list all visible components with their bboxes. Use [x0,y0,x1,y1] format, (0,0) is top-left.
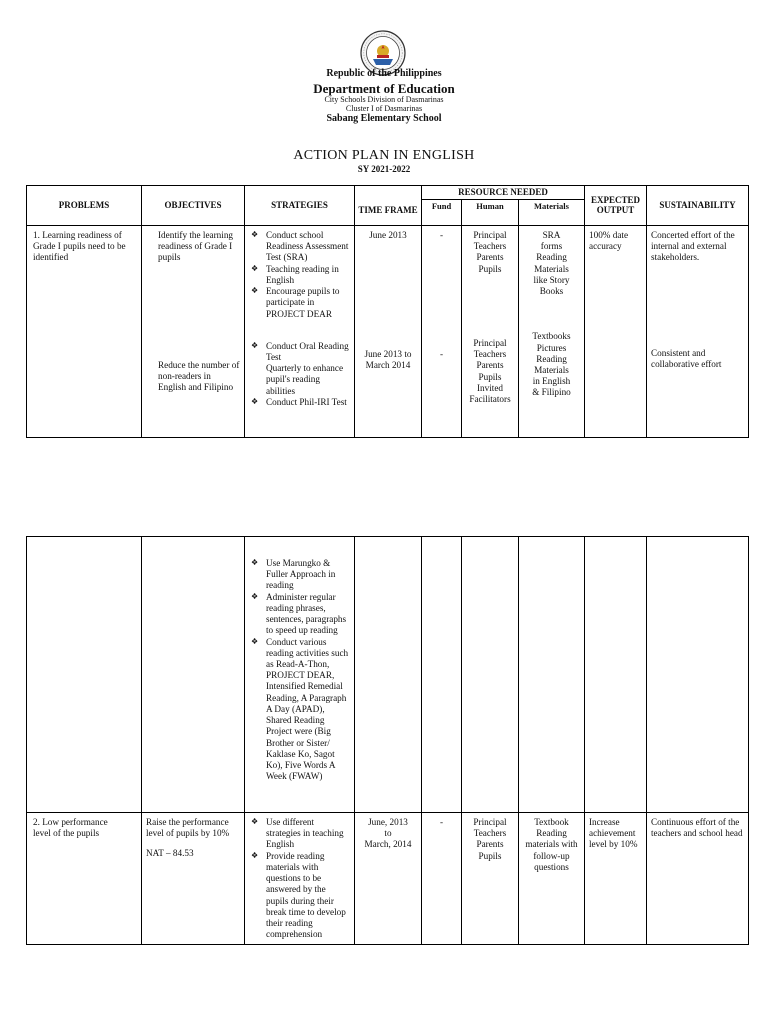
time-frame-cell: June 2013 June 2013 to March 2014 [355,225,422,437]
objective-cell: Identify the learning readiness of Grade I pupils Reduce the number of non-readers in English and Filipino [142,225,245,437]
col-header-problems: PROBLEMS [27,186,142,226]
page-title: ACTION PLAN IN ENGLISH [293,148,475,163]
sustainability-cell: Continuous effort of the teachers and school head [647,813,749,945]
strategies-cell [245,225,355,437]
col-header-materials: Materials [519,199,585,225]
list-item: ❖ Use Marungko & Fuller Approach in reading [249,558,350,592]
expected-output-cell: Increase achievement level by 10% [585,813,647,945]
school-year: SY 2021-2022 [357,164,411,174]
action-plan-table-page-2 [26,536,749,945]
division-label: City Schools Division of Dasmarinas [324,95,444,104]
expected-output-cell: 100% date accuracy [585,225,647,437]
nat-score: NAT – 84.53 [146,848,194,859]
sustainability-cell: Consistent and collaborative effort [651,347,722,369]
human-cell: Principal Teachers Parents Pupils [462,813,519,945]
fund-cell: - [422,813,462,945]
list-item: ❖ Conduct school Readiness Assessment Test (SRA) [249,230,350,264]
objective-cell: Reduce the number of non-readers in English and Filipino [158,359,240,393]
list-item: ❖ Administer regular reading phrases, sentences, paragraphs to speed up reading [249,592,350,637]
strategies-cell [245,537,355,813]
action-plan-table-page-1 [26,185,749,438]
col-header-time-frame: TIME FRAME [355,186,422,226]
col-header-resource-needed: RESOURCE NEEDED [422,186,585,200]
problem-cell: 2. Low performance level of the pupils [27,813,142,945]
strategies-cell [245,813,355,945]
list-item: ❖ Conduct various reading activities such as Read-A-Thon, PROJECT DEAR, Intensified Remedial Reading, A Paragraph A Day (APAD), Shared Reading Project were (Big Brother or Sister/ Kaklase Ko, Sagot Ko), Five Words A Week (FWAW) [249,637,350,783]
col-header-objectives: OBJECTIVES [142,186,245,226]
cluster-label: Cluster I of Dasmarinas [345,104,423,113]
materials-cell: SRA forms Reading Materials like Story Books Textbooks Pictures Reading Materials in English & Filipino [519,225,585,437]
col-header-sustainability: SUSTAINABILITY [647,186,749,226]
col-header-fund: Fund [422,199,462,225]
col-header-strategies: STRATEGIES [245,186,355,226]
republic-label: Republic of the Philippines [326,68,442,79]
col-header-human: Human [462,199,519,225]
sustainability-cell: Concerted effort of the internal and external stakeholders. Consistent and collaborative effort [647,225,749,437]
time-frame-cell: June, 2013 to March, 2014 [355,813,422,945]
table-row [27,225,749,437]
list-item: ❖ Conduct Phil-IRI Test [249,397,350,408]
fund-cell: - - [422,225,462,437]
objective-cell: Raise the performance level of pupils by 10% NAT – 84.53 [142,813,245,945]
school-label: Sabang Elementary School [326,113,442,124]
table-row [27,537,749,813]
list-item: ❖ Provide reading materials with questions to be answered by the pupils during their break time to develop their reading comprehension [249,851,350,941]
list-item: ❖ Encourage pupils to participate in PROJECT DEAR [249,286,350,320]
list-item: ❖ Conduct Oral Reading Test [249,341,350,363]
materials-cell: Textbook Reading materials with follow-up questions [519,813,585,945]
problem-cell: 1. Learning readiness of Grade I pupils need to be identified [27,225,142,437]
table-row [27,813,749,945]
list-item: ❖ Teaching reading in English [249,264,350,286]
human-cell: Principal Teachers Parents Pupils Principal Teachers Parents Pupils Invited Facilitators [462,225,519,437]
list-item: ❖ Use different strategies in teaching English [249,817,350,851]
col-header-expected-output: EXPECTED OUTPUT [585,186,647,226]
department-label: Department of Education [313,81,455,96]
time-frame-cell: June 2013 to March 2014 [364,349,412,371]
list-item: Quarterly to enhance pupil's reading abilities [266,363,344,396]
